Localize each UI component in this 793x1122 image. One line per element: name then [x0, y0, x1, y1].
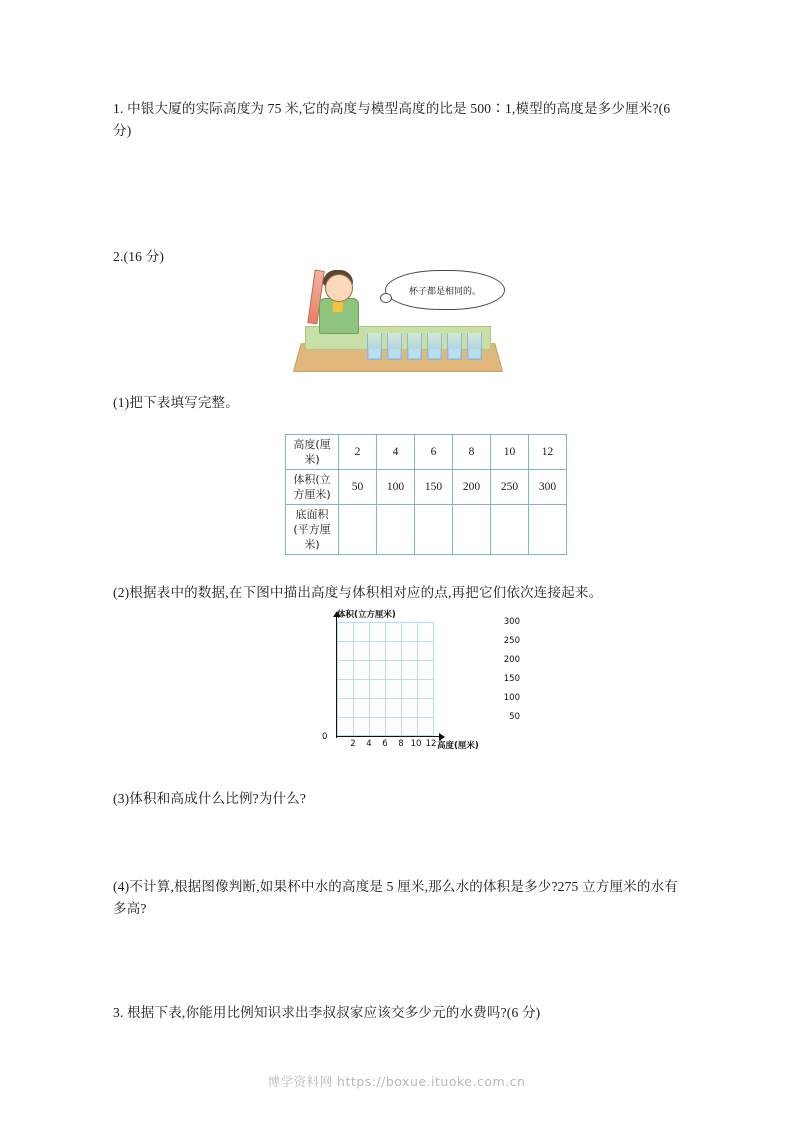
coordinate-grid-chart [300, 608, 520, 763]
illustration-cups-and-girl [295, 264, 505, 384]
x-tick-2: 2 [350, 739, 356, 749]
chart-gridlines [337, 622, 433, 736]
y-tick-200: 200 [503, 655, 520, 665]
y-tick-300: 300 [503, 617, 520, 627]
height-cell-2[interactable]: 4 [377, 435, 415, 470]
height-cell-1[interactable]: 2 [339, 435, 377, 470]
question-2-part-4: (4)不计算,根据图像判断,如果杯中水的高度是 5 厘米,那么水的体积是多少?275 立方厘米的水有多高? [113, 879, 678, 916]
chart-origin-label: 0 [322, 732, 328, 742]
question-2-part-3: (3)体积和高成什么比例?为什么? [113, 791, 307, 806]
speech-bubble: 杯子都是相同的。 [385, 270, 505, 310]
row-header-height: 高度(厘米) [286, 435, 339, 470]
base-area-cell-2[interactable] [377, 505, 415, 555]
cup-3 [407, 333, 422, 360]
cup-1 [367, 333, 382, 360]
x-tick-4: 4 [366, 739, 372, 749]
data-table [285, 434, 567, 555]
question-1: 1. 中银大厦的实际高度为 75 米,它的高度与模型高度的比是 500∶1,模型的高度是多少厘米?(6 分) [113, 101, 671, 138]
footer-watermark: 博学资料网 https://boxue.ituoke.com.cn [267, 1074, 526, 1089]
base-area-cell-6[interactable] [529, 505, 567, 555]
x-tick-10: 10 [410, 739, 422, 749]
volume-cell-3[interactable]: 150 [415, 470, 453, 505]
y-tick-50: 50 [509, 712, 520, 722]
y-tick-150: 150 [503, 674, 520, 684]
height-cell-3[interactable]: 6 [415, 435, 453, 470]
x-tick-6: 6 [382, 739, 388, 749]
cup-2 [387, 333, 402, 360]
base-area-cell-5[interactable] [491, 505, 529, 555]
chart-y-axis [336, 616, 337, 738]
volume-cell-1[interactable]: 50 [339, 470, 377, 505]
height-cell-4[interactable]: 8 [453, 435, 491, 470]
table-row [286, 505, 567, 555]
question-2-part-1: (1)把下表填写完整。 [113, 395, 239, 410]
height-cell-5[interactable]: 10 [491, 435, 529, 470]
chart-x-axis-label: 高度(厘米) [437, 741, 479, 751]
row-header-volume: 体积(立方厘米) [286, 470, 339, 505]
table-row [286, 470, 567, 505]
chart-y-axis-label: 体积(立方厘米) [337, 610, 396, 620]
row-header-base-area: 底面积(平方厘米) [286, 505, 339, 555]
base-area-cell-3[interactable] [415, 505, 453, 555]
height-cell-6[interactable]: 12 [529, 435, 567, 470]
y-tick-100: 100 [503, 693, 520, 703]
base-area-cell-4[interactable] [453, 505, 491, 555]
question-2-part-2: (2)根据表中的数据,在下图中描出高度与体积相对应的点,再把它们依次连接起来。 [113, 585, 603, 600]
x-tick-12: 12 [425, 739, 437, 749]
volume-cell-2[interactable]: 100 [377, 470, 415, 505]
x-tick-8: 8 [398, 739, 404, 749]
cup-5 [447, 333, 462, 360]
chart-x-axis [336, 736, 440, 737]
table-row [286, 435, 567, 470]
y-tick-250: 250 [503, 636, 520, 646]
base-area-cell-1[interactable] [339, 505, 377, 555]
volume-cell-6[interactable]: 300 [529, 470, 567, 505]
cup-6 [467, 333, 482, 360]
volume-cell-5[interactable]: 250 [491, 470, 529, 505]
question-3: 3. 根据下表,你能用比例知识求出李叔叔家应该交多少元的水费吗?(6 分) [113, 1005, 541, 1020]
volume-cell-4[interactable]: 200 [453, 470, 491, 505]
cup-4 [427, 333, 442, 360]
question-2: 2.(16 分) [113, 249, 165, 264]
person-head [325, 274, 353, 302]
